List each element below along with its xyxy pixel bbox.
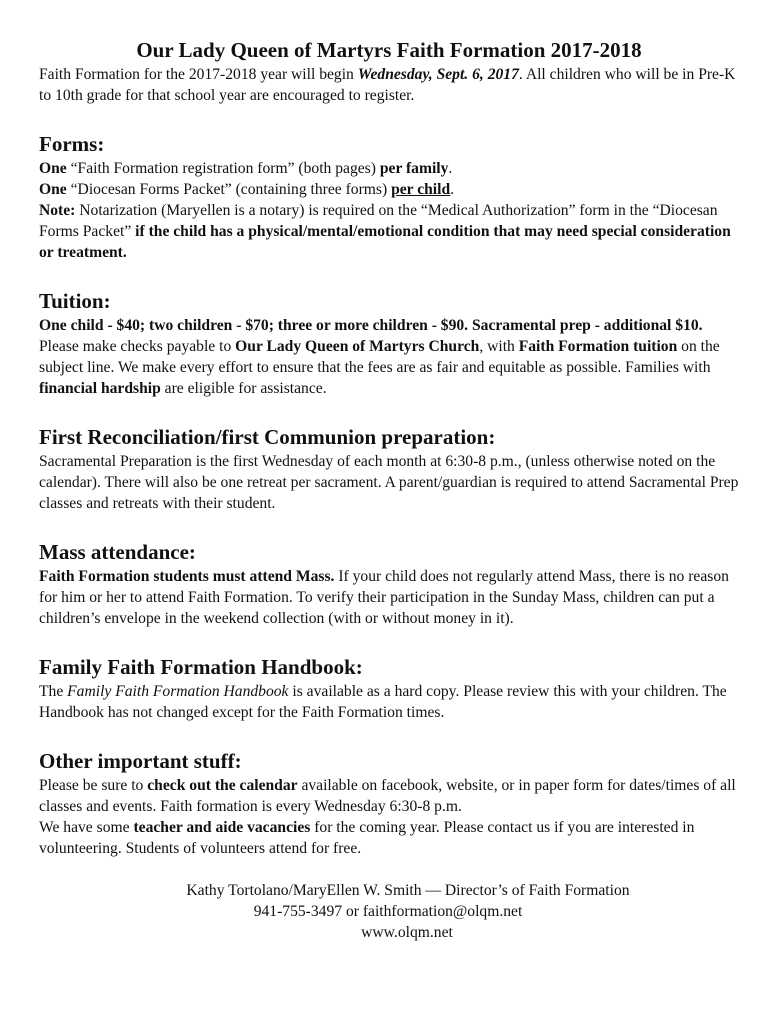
forms-line-text: “Diocesan Forms Packet” (containing three forms): [66, 181, 392, 198]
tuition-text: are eligible for assistance.: [160, 380, 327, 397]
vacancies-label: teacher and aide vacancies: [133, 819, 311, 836]
tuition-text: on the subject line. We make every effort to ensure that the fees are as fair and equitable as possible. Families with: [39, 338, 720, 376]
handbook-title: Family Faith Formation Handbook: [67, 683, 289, 700]
reconciliation-heading: First Reconciliation/first Communion preparation:: [39, 425, 496, 449]
other-text: Please be sure to: [39, 777, 148, 794]
tuition-prices: One child - $40; two children - $70; three or more children - $90. Sacramental prep - additional $10.: [39, 317, 703, 334]
phone-email-line: 941-755-3497 or faithformation@olqm.net: [253, 903, 523, 920]
tuition-text: Please make checks payable to: [39, 338, 236, 355]
intro-text: Faith Formation for the 2017-2018 year will begin: [39, 66, 358, 83]
forms-section: [39, 130, 739, 263]
forms-line-text: “Faith Formation registration form” (both pages): [66, 160, 380, 177]
mass-section: [39, 538, 739, 629]
start-date: Wednesday, Sept. 6, 2017: [357, 66, 519, 83]
forms-note: [39, 200, 739, 263]
handbook-heading: Family Faith Formation Handbook:: [39, 655, 363, 679]
forms-one-label: One: [39, 181, 67, 198]
forms-one-label: One: [39, 160, 67, 177]
reconciliation-section: [39, 423, 739, 514]
note-label: Note:: [39, 202, 76, 219]
mass-paragraph: [39, 566, 739, 629]
volunteer-paragraph: [39, 817, 739, 859]
handbook-text: is available as a hard copy. Please review this with your children. The Handbook has not changed except for the Faith Formation times.: [39, 683, 727, 721]
forms-heading: Forms:: [39, 132, 105, 156]
calendar-paragraph: [39, 775, 739, 817]
handbook-text: The: [39, 683, 68, 700]
mass-heading: Mass attendance:: [39, 540, 196, 564]
contact-footer: [39, 880, 739, 943]
intro-paragraph: [39, 64, 739, 106]
mass-requirement: Faith Formation students must attend Mass.: [39, 568, 335, 585]
forms-line-end: .: [448, 160, 453, 177]
tuition-paragraph: [39, 315, 739, 399]
handbook-section: [39, 653, 739, 723]
note-condition: if the child has a physical/mental/emotional condition that may need special consideration or treatment.: [39, 223, 731, 261]
tuition-heading: Tuition:: [39, 289, 111, 313]
subject-line-label: Faith Formation tuition: [518, 338, 678, 355]
other-heading: Other important stuff:: [39, 749, 242, 773]
per-child-label: per child: [391, 181, 451, 198]
reconciliation-paragraph: Sacramental Preparation is the first Wednesday of each month at 6:30-8 p.m., (unless otherwise noted on the calendar). There will also be one retreat per sacrament. A parent/guardian is required to attend Sacramental Prep classes and retreats with their student.: [39, 453, 739, 512]
directors-line: Kathy Tortolano/MaryEllen W. Smith — Director’s of Faith Formation: [186, 882, 630, 899]
other-section: [39, 747, 739, 859]
document-page: [39, 36, 739, 943]
forms-line-family: [39, 158, 739, 179]
tuition-section: [39, 287, 739, 399]
hardship-label: financial hardship: [39, 380, 161, 397]
other-text: available on facebook, website, or in paper form for dates/times of all classes and events. Faith formation is every Wednesday 6:30-8 p.m.: [39, 777, 736, 815]
note-text: Notarization (Maryellen is a notary) is required on the “Medical Authorization” form in the “Diocesan Forms Packet”: [39, 202, 718, 240]
page-title: Our Lady Queen of Martyrs Faith Formation 2017-2018: [136, 38, 642, 62]
per-family-label: per family: [379, 160, 449, 177]
other-text: We have some: [39, 819, 134, 836]
intro-text-end: . All children who will be in Pre-K to 10th grade for that school year are encouraged to register.: [39, 66, 736, 104]
forms-line-end: .: [450, 181, 455, 198]
calendar-label: check out the calendar: [147, 777, 298, 794]
website-line: www.olqm.net: [361, 924, 453, 941]
mass-text: If your child does not regularly attend Mass, there is no reason for him or her to attend Faith Formation. To verify their participation in the Sunday Mass, children can put a children’s envelope in the weekend collection (with or without money in it).: [39, 568, 729, 627]
other-text: for the coming year. Please contact us if you are interested in volunteering. Students of volunteers attend for free.: [39, 819, 695, 857]
payee-name: Our Lady Queen of Martyrs Church: [235, 338, 480, 355]
tuition-text: , with: [479, 338, 519, 355]
handbook-paragraph: [39, 681, 739, 723]
forms-line-child: [39, 179, 739, 200]
